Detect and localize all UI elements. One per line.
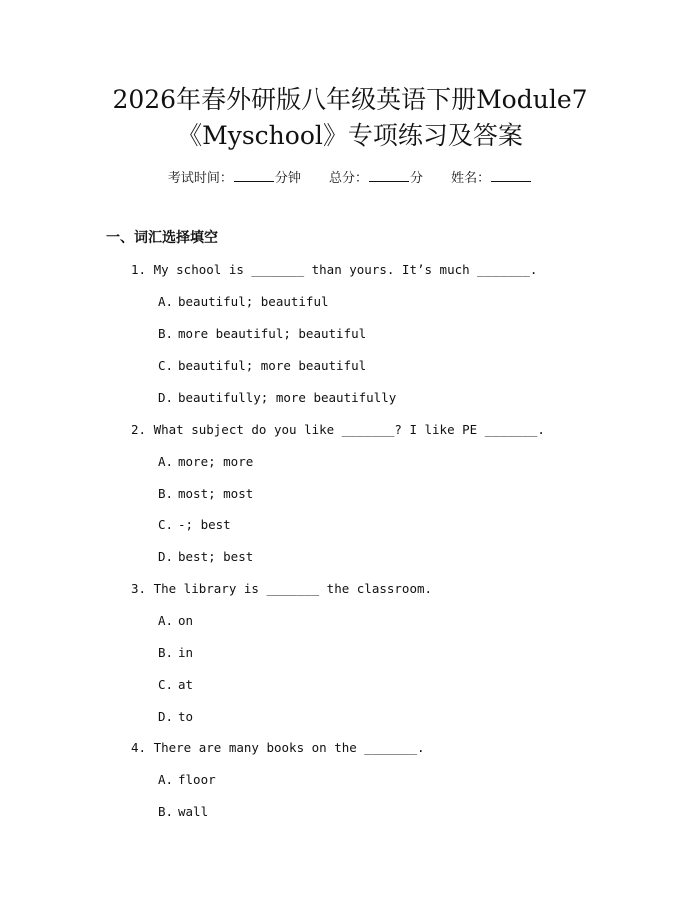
option-letter: B.: [158, 486, 174, 501]
option-text: most; most: [178, 486, 254, 501]
score-blank: [369, 168, 409, 182]
document-title-line2: 《Myschool》专项练习及答案: [177, 121, 523, 150]
option-text: -; best: [178, 517, 231, 532]
option-text: on: [178, 613, 194, 628]
option-text: to: [178, 709, 194, 724]
name-blank: [491, 168, 531, 182]
time-field: [168, 168, 301, 189]
question-1: 1. My school is _______ than yours. It’s much _______.: [131, 262, 538, 277]
option-text: beautiful; more beautiful: [178, 358, 367, 373]
option-text: wall: [178, 804, 209, 819]
option-letter: D.: [158, 709, 174, 724]
option-text: best; best: [178, 549, 254, 564]
option-letter: C.: [158, 358, 174, 373]
time-label: 考试时间：: [167, 171, 233, 186]
question-2: 2. What subject do you like _______? I like PE _______.: [131, 422, 545, 437]
option-letter: A.: [158, 613, 174, 628]
option-letter: A.: [158, 454, 174, 469]
name-field: [451, 168, 532, 189]
question-1-option-d: [158, 389, 396, 407]
option-letter: B.: [158, 804, 174, 819]
score-field: [329, 168, 423, 189]
question-3-option-a: [158, 612, 193, 630]
option-text: more beautiful; beautiful: [178, 326, 367, 341]
option-letter: D.: [158, 549, 174, 564]
time-blank: [234, 168, 274, 182]
option-text: beautiful; beautiful: [178, 294, 329, 309]
option-letter: D.: [158, 390, 174, 405]
option-text: beautifully; more beautifully: [178, 390, 397, 405]
option-text: at: [178, 677, 194, 692]
option-letter: A.: [158, 294, 174, 309]
option-text: more; more: [178, 454, 254, 469]
option-letter: C.: [158, 517, 174, 532]
question-2-option-a: [158, 453, 253, 471]
question-2-option-d: [158, 548, 253, 566]
question-4-option-a: [158, 771, 216, 789]
question-3-option-d: [158, 708, 193, 726]
question-1-option-c: [158, 357, 366, 375]
question-1-option-a: [158, 293, 329, 311]
option-letter: B.: [158, 326, 174, 341]
option-text: in: [178, 645, 194, 660]
option-text: floor: [178, 772, 216, 787]
time-unit: 分钟: [274, 171, 301, 186]
question-4-option-b: [158, 803, 208, 821]
question-3-option-c: [158, 676, 193, 694]
question-3-option-b: [158, 644, 193, 662]
score-label: 总分：: [328, 171, 368, 186]
option-letter: B.: [158, 645, 174, 660]
question-2-option-c: [158, 516, 231, 534]
question-2-option-b: [158, 485, 253, 503]
option-letter: A.: [158, 772, 174, 787]
section-title: 一、词汇选择填空: [106, 230, 218, 246]
question-4: 4. There are many books on the _______.: [131, 740, 425, 755]
exam-meta: [0, 168, 700, 189]
name-label: 姓名：: [451, 171, 491, 186]
score-unit: 分: [410, 171, 424, 186]
question-3: 3. The library is _______ the classroom.: [131, 581, 433, 596]
option-letter: C.: [158, 677, 174, 692]
question-1-option-b: [158, 325, 366, 343]
document-title-line1: 2026年春外研版八年级英语下册Module7: [112, 85, 588, 114]
